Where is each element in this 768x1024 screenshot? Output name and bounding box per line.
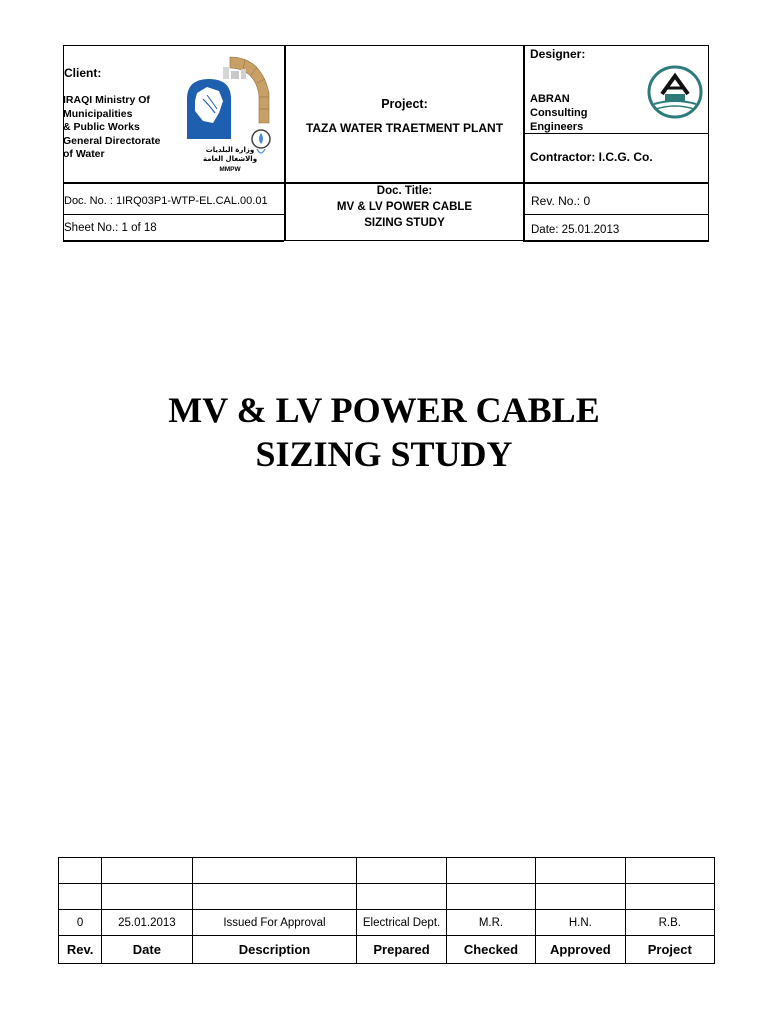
header-divider [523, 240, 709, 242]
table-cell: M.R. [446, 910, 535, 936]
document-date: Date: 25.01.2013 [531, 224, 620, 236]
doc-title-line: SIZING STUDY [364, 217, 445, 229]
table-cell [625, 858, 714, 884]
table-row [59, 884, 715, 910]
table-cell [625, 884, 714, 910]
designer-name-line: ABRAN [530, 93, 570, 105]
column-header: Prepared [357, 936, 446, 964]
column-header: Description [192, 936, 357, 964]
main-title-line: SIZING STUDY [255, 434, 513, 474]
header-divider [63, 240, 284, 242]
table-cell [446, 884, 535, 910]
doc-title-label: Doc. Title: [376, 185, 433, 197]
table-cell [102, 858, 192, 884]
client-name-line: of Water [63, 148, 105, 160]
revision-number: Rev. No.: 0 [531, 194, 591, 208]
project-label: Project: [381, 97, 428, 111]
svg-text:MMPW: MMPW [219, 166, 241, 173]
table-cell [357, 858, 446, 884]
table-cell [102, 884, 192, 910]
column-header: Date [102, 936, 192, 964]
header-divider [63, 214, 284, 215]
revision-table [58, 857, 715, 964]
table-cell [536, 858, 625, 884]
table-cell: 25.01.2013 [102, 910, 192, 936]
doc-title-line: MV & LV POWER CABLE [336, 201, 473, 213]
column-header: Rev. [59, 936, 102, 964]
table-cell [192, 858, 357, 884]
table-row [59, 858, 715, 884]
svg-text:وزارة البلديات: وزارة البلديات [205, 146, 255, 154]
table-cell [357, 884, 446, 910]
table-cell [59, 884, 102, 910]
designer-name [530, 92, 587, 134]
table-cell: Electrical Dept. [357, 910, 446, 936]
table-cell [192, 884, 357, 910]
table-cell [536, 884, 625, 910]
table-cell [446, 858, 535, 884]
table-cell: H.N. [536, 910, 625, 936]
svg-text:والاشغال العامة: والاشغال العامة [202, 155, 258, 163]
sheet-number: Sheet No.: 1 of 18 [64, 222, 157, 234]
contractor-name: Contractor: I.C.G. Co. [530, 150, 653, 164]
mmpw-ministry-logo [185, 53, 275, 175]
designer-name-line: Engineers [530, 121, 584, 133]
client-name-line: General Directorate [63, 134, 161, 147]
designer-name-line: Consulting [530, 107, 588, 119]
table-cell: Issued For Approval [192, 910, 357, 936]
doc-number: Doc. No. : 1IRQ03P1-WTP-EL.CAL.00.01 [64, 195, 268, 207]
header-divider [523, 214, 709, 215]
table-cell [59, 858, 102, 884]
table-row [59, 910, 715, 936]
table-header-row [59, 936, 715, 964]
client-name-line: IRAQI Ministry Of [63, 94, 150, 106]
table-cell: R.B. [625, 910, 714, 936]
header-divider [523, 45, 525, 241]
client-name-line: & Public Works [63, 121, 140, 133]
column-header: Project [625, 936, 714, 964]
column-header: Approved [536, 936, 625, 964]
doc-title [286, 183, 523, 231]
table-cell: 0 [59, 910, 102, 936]
project-name: TAZA WATER TRAETMENT PLANT [305, 121, 504, 135]
abran-logo [646, 64, 704, 120]
client-name [63, 94, 160, 162]
column-header: Checked [446, 936, 535, 964]
designer-label: Designer: [530, 47, 586, 61]
main-title-line: MV & LV POWER CABLE [168, 390, 600, 430]
main-title [0, 388, 768, 476]
client-label: Client: [64, 66, 102, 80]
client-name-line: Municipalities [63, 107, 133, 120]
